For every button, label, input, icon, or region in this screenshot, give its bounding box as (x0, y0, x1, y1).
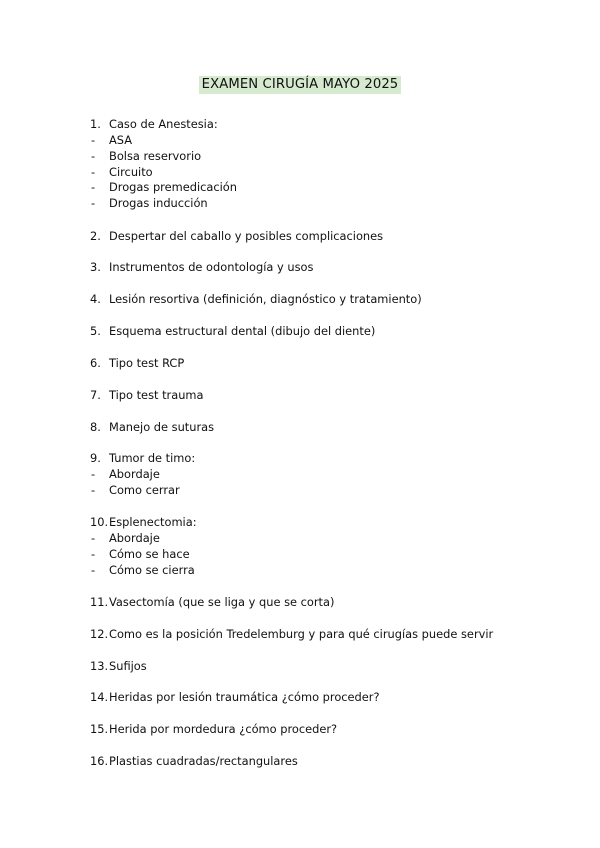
sub-item-text: Cómo se cierra (109, 563, 195, 577)
item-text: Tipo test RCP (109, 356, 185, 370)
dash-bullet: - (91, 180, 96, 194)
item-number: 16. (90, 754, 109, 768)
sub-item-text: ASA (109, 133, 133, 147)
item-number: 9. (90, 451, 101, 465)
dash-bullet: - (91, 165, 96, 179)
item-text: Tipo test trauma (109, 388, 204, 402)
item-number: 7. (90, 388, 101, 402)
title-wrap (0, 73, 600, 94)
item-text: Herida por mordedura ¿cómo proceder? (109, 722, 338, 736)
item-text: Manejo de suturas (109, 420, 215, 434)
item-text: Plastias cuadradas/rectangulares (109, 754, 298, 768)
item-text: Sufijos (109, 659, 147, 673)
item-number: 5. (90, 324, 101, 338)
item-number: 8. (90, 420, 101, 434)
sub-item-text: Como cerrar (109, 483, 180, 497)
item-text: Tumor de timo: (109, 451, 196, 465)
dash-bullet: - (91, 149, 96, 163)
item-text: Como es la posición Tredelemburg y para qué cirugías puede servir (109, 627, 494, 641)
item-number: 12. (90, 627, 109, 641)
sub-item-text: Abordaje (109, 467, 160, 481)
item-number: 1. (90, 117, 101, 131)
item-number: 6. (90, 356, 101, 370)
item-text: Instrumentos de odontología y usos (109, 260, 314, 274)
document-title: EXAMEN CIRUGÍA MAYO 2025 (199, 76, 402, 94)
item-number: 3. (90, 260, 101, 274)
item-number: 15. (90, 722, 109, 736)
dash-bullet: - (91, 531, 96, 545)
item-number: 13. (90, 659, 109, 673)
item-number: 10. (90, 515, 109, 529)
item-text: Despertar del caballo y posibles complicaciones (109, 229, 384, 243)
dash-bullet: - (91, 547, 96, 561)
item-text: Vasectomía (que se liga y que se corta) (109, 595, 335, 609)
sub-item-text: Abordaje (109, 531, 160, 545)
item-number: 2. (90, 229, 101, 243)
item-text: Caso de Anestesia: (109, 117, 218, 131)
item-number: 4. (90, 292, 101, 306)
dash-bullet: - (91, 196, 96, 210)
item-text: Esplenectomia: (109, 515, 197, 529)
sub-item-text: Bolsa reservorio (109, 149, 202, 163)
item-text: Heridas por lesión traumática ¿cómo proceder? (109, 690, 380, 704)
sub-item-text: Drogas premedicación (109, 180, 237, 194)
item-text: Esquema estructural dental (dibujo del diente) (109, 324, 376, 338)
sub-item-text: Drogas inducción (109, 196, 208, 210)
dash-bullet: - (91, 483, 96, 497)
item-text: Lesión resortiva (definición, diagnóstico y tratamiento) (109, 292, 422, 306)
sub-item-text: Cómo se hace (109, 547, 190, 561)
dash-bullet: - (91, 467, 96, 481)
item-number: 14. (90, 690, 109, 704)
dash-bullet: - (91, 563, 96, 577)
sub-item-text: Circuito (109, 165, 153, 179)
dash-bullet: - (91, 133, 96, 147)
item-number: 11. (90, 595, 109, 609)
